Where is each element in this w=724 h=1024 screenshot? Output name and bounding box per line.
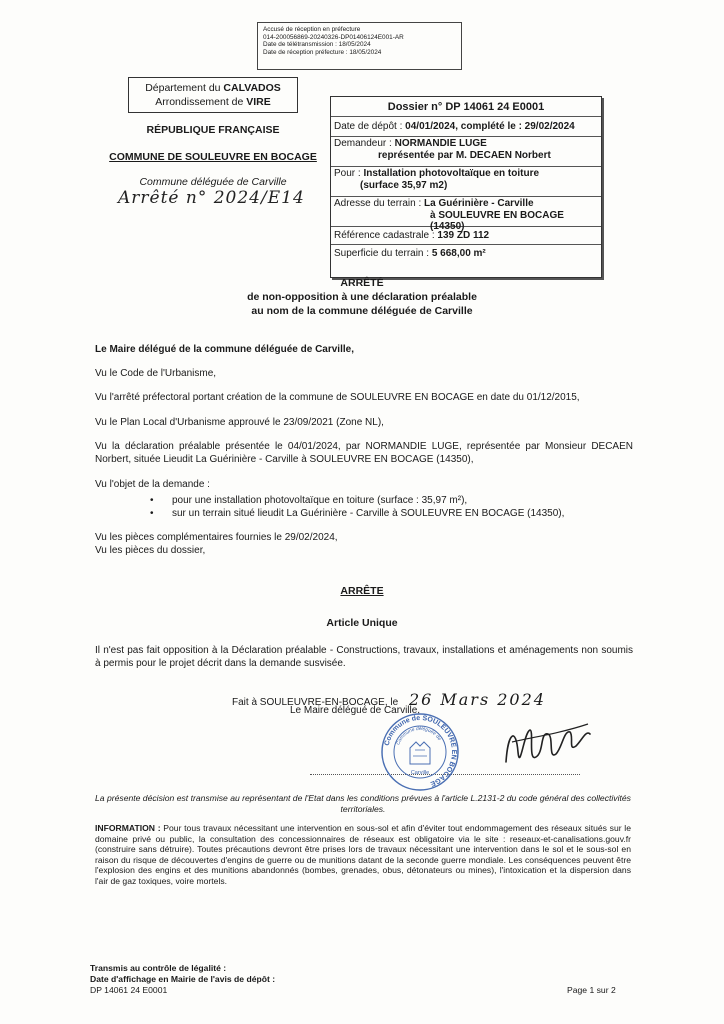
arrete-heading: ARRÊTE	[340, 585, 384, 597]
arrete-subtitle-2: au nom de la commune déléguée de Carville	[251, 305, 473, 317]
information-notice: INFORMATION : Pour tous travaux nécessitant une intervention en sous-sol et afin d'éviter tout endommagement des réseaux situés sur le domaine privé ou public, la consultation des concessionnaires de réseaux est obligatoire via le site : reseaux-et-canalisations.gouv.fr (construire sans détruire). Toutes précautions devront être prises lors de travaux nécessitant une intervention dans le sol et le sous-sol en raison du risque de découvertes d'engins de guerre ou de munitions datant de la seconde guerre mondiale. Les conséquences peuvent être l'explosion des engins et des munitions abandonnés (bombes, grenades, obus, détonateurs ou mines), l'intoxication et la dispersion dans l'air de gaz toxiques, voire mortels.	[95, 823, 631, 886]
department-line: Département du CALVADOS	[145, 82, 281, 94]
prefecture-receipt-stamp	[257, 22, 462, 70]
maire-line: Le Maire délégué de la commune déléguée de Carville,	[95, 344, 354, 355]
article-text: Il n'est pas fait opposition à la Déclaration préalable - Constructions, travaux, installations et aménagements non soumis à permis pour le projet décrit dans la demande susvisée.	[95, 645, 633, 669]
stamp-line: 014-200056869-20240326-DP01406124E001-AR	[263, 33, 404, 41]
stamp-line: Accusé de réception en préfecture	[263, 26, 361, 33]
list-item: • sur un terrain situé lieudit La Guérinière - Carville à SOULEUVRE EN BOCAGE (14350),	[150, 508, 564, 521]
transmission-notice: La présente décision est transmise au représentant de l'Etat dans les conditions prévues à l'article L.2131-2 du code général des collectivités territoriales.	[95, 793, 631, 814]
fait-a: Fait à SOULEUVRE-EN-BOCAGE, le 26 Mars 2024	[232, 690, 546, 709]
arrete-subtitle: de non-opposition à une déclaration préalable	[247, 291, 477, 303]
maire-delegue-signature-label: Le Maire délégué de Carville,	[290, 705, 421, 716]
dossier-cadastre: Référence cadastrale : 139 ZD 112	[331, 227, 601, 245]
commune-seal	[380, 712, 460, 794]
stamp-line: Date de réception préfecture : 18/05/2024	[263, 48, 382, 56]
vu-objet: Vu l'objet de la demande :	[95, 479, 210, 490]
vu-plu: Vu le Plan Local d'Urbanisme approuvé le 23/09/2021 (Zone NL),	[95, 417, 384, 428]
handwritten-date: 26 Mars 2024	[408, 690, 546, 709]
stamp-line: Date de télétransmission : 18/05/2024	[263, 41, 371, 49]
footer-legalite: Transmis au contrôle de légalité :	[90, 963, 227, 973]
seal-inner-text: Commune déléguée de	[396, 726, 442, 746]
handwritten-arrete-number: Arrêté n° 2024/E14	[118, 188, 305, 208]
vu-code-urbanisme: Vu le Code de l'Urbanisme,	[95, 368, 217, 379]
dossier-superficie: Superficie du terrain : 5 668,00 m²	[334, 248, 486, 259]
arrete-title: ARRÊTÉ	[340, 277, 384, 289]
dossier-adresse: Adresse du terrain : La Guérinière - Carville à SOULEUVRE EN BOCAGE (14350)	[331, 197, 601, 227]
list-item: • pour une installation photovoltaïque en toiture (surface : 35,97 m²),	[150, 495, 564, 508]
dossier-box	[330, 96, 602, 278]
vu-arrete-prefectoral: Vu l'arrêté préfectoral portant création de la commune de SOULEUVRE EN BOCAGE en date du 01/12/2015,	[95, 392, 580, 403]
commune-heading: COMMUNE DE SOULEUVRE EN BOCAGE	[109, 151, 317, 163]
seal-bottom-text: Carville	[410, 770, 430, 776]
footer-dossier-ref: DP 14061 24 E0001	[90, 985, 168, 995]
dossier-pour: Pour : Installation photovoltaïque en toiture (surface 35,97 m2)	[331, 167, 601, 197]
dossier-title: Dossier n° DP 14061 24 E0001	[331, 97, 601, 117]
department-box	[128, 77, 298, 113]
article-unique-heading: Article Unique	[326, 617, 398, 629]
republic-heading: RÉPUBLIQUE FRANÇAISE	[146, 124, 280, 136]
dossier-depot: Date de dépôt : 04/01/2024, complété le : 29/02/2024	[331, 117, 601, 137]
svg-text:Commune déléguée de	[395, 726, 441, 746]
commune-deleguee: Commune déléguée de Carville	[139, 176, 287, 188]
arrondissement-line: Arrondissement de VIRE	[155, 96, 271, 108]
footer-affichage: Date d'affichage en Mairie de l'avis de dépôt :	[90, 974, 276, 984]
objet-list	[150, 495, 564, 521]
handwritten-signature	[498, 712, 598, 782]
vu-declaration: Vu la déclaration préalable présentée le 04/01/2024, par NORMANDIE LUGE, représentée par Monsieur DECAEN Norbert, située Lieudit La Guérinière - Carville à SOULEUVRE EN BOCAGE (14350),	[95, 441, 633, 465]
vu-pieces-complementaires: Vu les pièces complémentaires fournies le 29/02/2024,	[95, 532, 338, 543]
page-number: Page 1 sur 2	[567, 985, 616, 995]
seal-outer-text: Commune de SOULEUVRE EN BOCAGE	[383, 714, 458, 788]
dossier-demandeur: Demandeur : NORMANDIE LUGE représentée par M. DECAEN Norbert	[331, 137, 601, 167]
vu-pieces-dossier: Vu les pièces du dossier,	[95, 545, 206, 556]
